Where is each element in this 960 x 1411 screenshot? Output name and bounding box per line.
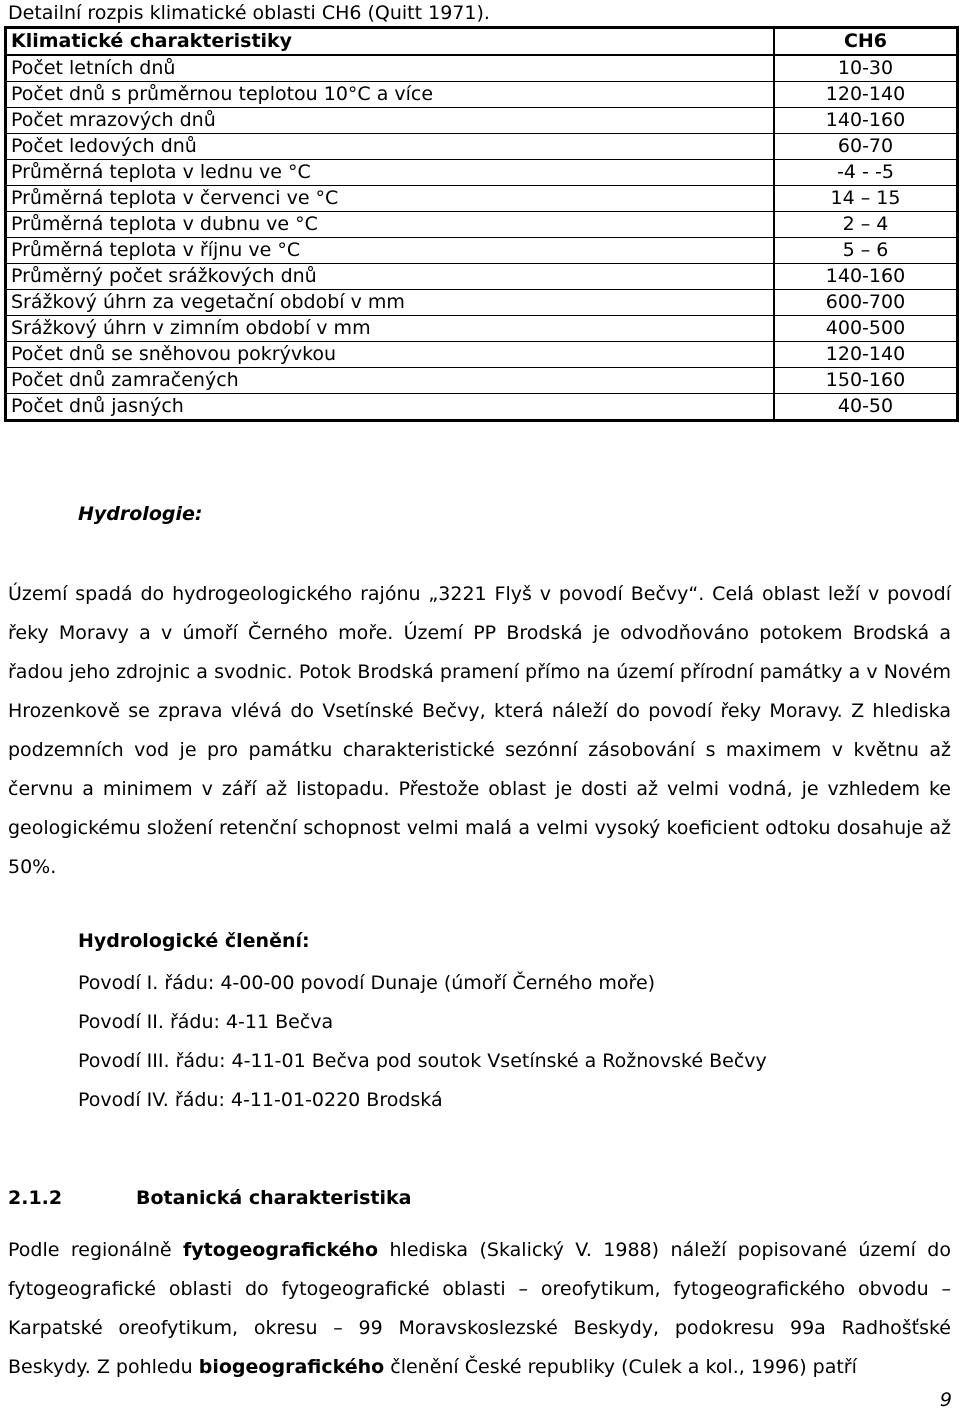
table-row — [6, 264, 958, 290]
row-label: Počet dnů se sněhovou pokrývkou — [6, 342, 775, 368]
table-row — [6, 368, 958, 394]
list-item: Povodí I. řádu: 4-00-00 povodí Dunaje (úmoří Černého moře) — [78, 972, 656, 994]
row-value: 140-160 — [774, 108, 958, 134]
row-label: Průměrný počet srážkových dnů — [6, 264, 775, 290]
section-number: 2.1.2 — [8, 1187, 63, 1209]
row-label: Srážkový úhrn v zimním období v mm — [6, 316, 775, 342]
header-label: Klimatické charakteristiky — [6, 28, 775, 56]
hydrology-heading: Hydrologie: — [78, 503, 203, 525]
table-row — [6, 394, 958, 421]
row-value: 140-160 — [774, 264, 958, 290]
table-row — [6, 342, 958, 368]
hydrology-paragraph: Území spadá do hydrogeologického rajónu „3221 Flyš v povodí Bečvy“. Celá oblast leží v povodí řeky Moravy a v úmoří Černého moře. Území PP Brodská je odvodňováno potokem Brodská a řadou jeho zdrojnic a svodnic. Potok Brodská pramení přímo na území přírodní památky a v Novém Hrozenkově se zprava vlévá do Vsetínské Bečvy, která náleží do povodí řeky Moravy. Z hlediska podzemních vod je pro památku charakteristické sezónní zásobování s maximem v květnu až červnu a minimem v září až listopadu. Přestože oblast je dosti až velmi vodná, je vzhledem ke geologickému složení retenční schopnost velmi malá a velmi vysoký koeficient odtoku dosahuje až 50%. — [8, 583, 951, 878]
table-row — [6, 238, 958, 264]
row-value: 14 – 15 — [774, 186, 958, 212]
row-value: 10-30 — [774, 55, 958, 82]
list-item: Povodí II. řádu: 4-11 Bečva — [78, 1011, 334, 1033]
row-label: Průměrná teplota v říjnu ve °C — [6, 238, 775, 264]
table-row — [6, 290, 958, 316]
header-value: CH6 — [774, 28, 958, 56]
hydro-division-heading: Hydrologické členění: — [78, 930, 310, 952]
row-value: 60-70 — [774, 134, 958, 160]
row-value: 120-140 — [774, 82, 958, 108]
row-label: Průměrná teplota v červenci ve °C — [6, 186, 775, 212]
row-value: 150-160 — [774, 368, 958, 394]
climate-table — [4, 26, 959, 422]
row-value: 600-700 — [774, 290, 958, 316]
table-row — [6, 108, 958, 134]
list-item: Povodí IV. řádu: 4-11-01-0220 Brodská — [78, 1089, 443, 1111]
section-heading — [8, 1187, 411, 1209]
table-row — [6, 82, 958, 108]
botany-text-3: členění České republiky (Culek a kol., 1996) patří — [384, 1356, 857, 1378]
table-row — [6, 55, 958, 82]
row-label: Srážkový úhrn za vegetační období v mm — [6, 290, 775, 316]
row-label: Počet ledových dnů — [6, 134, 775, 160]
row-label: Počet mrazových dnů — [6, 108, 775, 134]
botany-bold-1: fytogeografického — [183, 1239, 379, 1261]
row-label: Počet dnů zamračených — [6, 368, 775, 394]
row-value: 2 – 4 — [774, 212, 958, 238]
row-value: 5 – 6 — [774, 238, 958, 264]
section-title: Botanická charakteristika — [136, 1187, 412, 1209]
list-item: Povodí III. řádu: 4-11-01 Bečva pod soutok Vsetínské a Rožnovské Bečvy — [78, 1050, 767, 1072]
botany-paragraph — [8, 1231, 951, 1387]
row-value: 120-140 — [774, 342, 958, 368]
hydro-division-list — [78, 964, 767, 1120]
table-row — [6, 160, 958, 186]
row-value: 400-500 — [774, 316, 958, 342]
row-label: Počet dnů s průměrnou teplotou 10°C a více — [6, 82, 775, 108]
row-label: Počet dnů jasných — [6, 394, 775, 421]
row-label: Počet letních dnů — [6, 55, 775, 82]
table-row — [6, 212, 958, 238]
page-number: 9 — [939, 1389, 952, 1411]
row-value: 40-50 — [774, 394, 958, 421]
row-label: Průměrná teplota v lednu ve °C — [6, 160, 775, 186]
botany-text-2: hlediska (Skalický V. 1988) náleží popisované území do fytogeografické oblasti do fytogeografické oblasti – oreofytikum, fytogeografického obvodu – Karpatské oreofytikum, okresu – 99 Moravskoslezské Beskydy, podokresu 99a Radhošťské Beskydy. Z pohledu — [8, 1239, 951, 1378]
botany-bold-2: biogeografického — [198, 1356, 385, 1378]
botany-text-1: Podle regionálně — [8, 1239, 184, 1261]
table-header-row — [6, 28, 958, 56]
table-row — [6, 134, 958, 160]
table-row — [6, 316, 958, 342]
table-row — [6, 186, 958, 212]
table-caption: Detailní rozpis klimatické oblasti CH6 (Quitt 1971). — [8, 2, 490, 24]
row-value: -4 - -5 — [774, 160, 958, 186]
row-label: Průměrná teplota v dubnu ve °C — [6, 212, 775, 238]
